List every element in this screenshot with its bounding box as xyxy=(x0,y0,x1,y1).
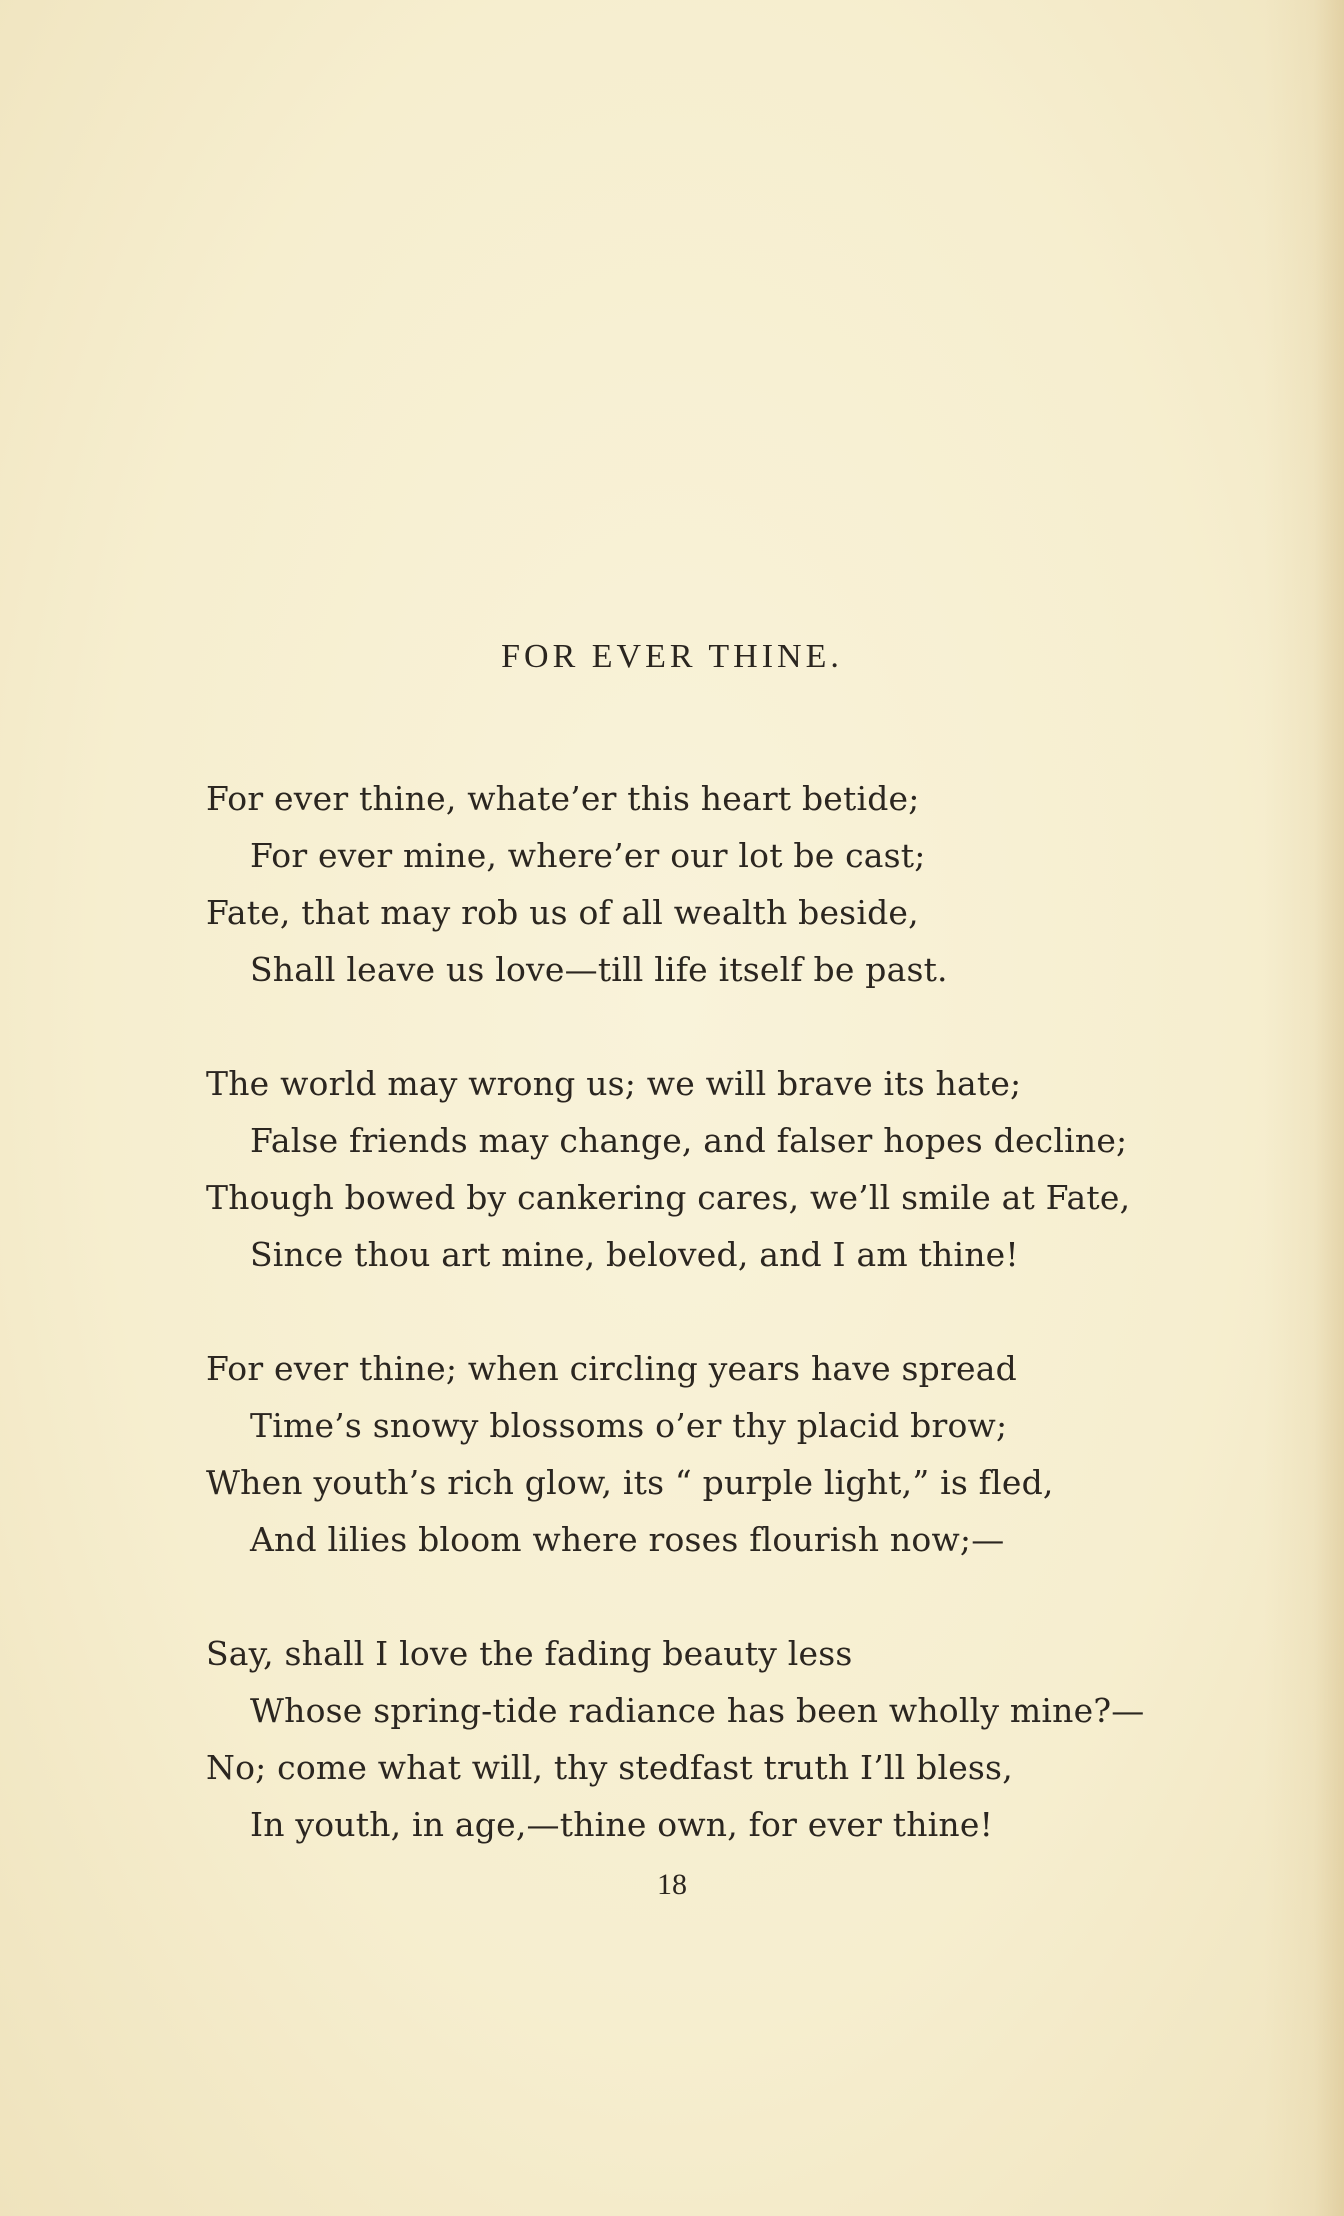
stanza-1 xyxy=(206,770,1266,998)
poem-line: The world may wrong us; we will brave its hate; xyxy=(206,1064,1022,1103)
poem-line: For ever mine, where’er our lot be cast; xyxy=(250,836,926,875)
poem-line: For ever thine; when circling years have spread xyxy=(206,1349,1017,1388)
poem-line: Since thou art mine, beloved, and I am thine! xyxy=(250,1235,1019,1274)
page-number: 18 xyxy=(657,1868,687,1901)
poem-line: Time’s snowy blossoms o’er thy placid brow; xyxy=(250,1406,1008,1445)
poem-line: Say, shall I love the fading beauty less xyxy=(206,1634,853,1673)
poem-line: Shall leave us love—till life itself be past. xyxy=(250,950,948,989)
stanza-3 xyxy=(206,1340,1266,1568)
poem-line: No; come what will, thy stedfast truth I’ll bless, xyxy=(206,1748,1013,1787)
poem-line: Fate, that may rob us of all wealth beside, xyxy=(206,893,919,932)
stanza-4 xyxy=(206,1625,1266,1853)
poem-line: Though bowed by cankering cares, we’ll smile at Fate, xyxy=(206,1178,1131,1217)
poem-line: Whose spring-tide radiance has been wholly mine?— xyxy=(250,1691,1145,1730)
poem-line: For ever thine, whate’er this heart betide; xyxy=(206,779,920,818)
poem-title: FOR EVER THINE. xyxy=(501,638,843,675)
stanza-2 xyxy=(206,1055,1266,1283)
poem-line: And lilies bloom where roses flourish now;— xyxy=(250,1520,1005,1559)
poem-line: In youth, in age,—thine own, for ever thine! xyxy=(250,1805,994,1844)
poem-line: False friends may change, and falser hopes decline; xyxy=(250,1121,1128,1160)
poem-line: When youth’s rich glow, its “ purple light,” is fled, xyxy=(206,1463,1054,1502)
poem-body xyxy=(206,770,1266,1910)
